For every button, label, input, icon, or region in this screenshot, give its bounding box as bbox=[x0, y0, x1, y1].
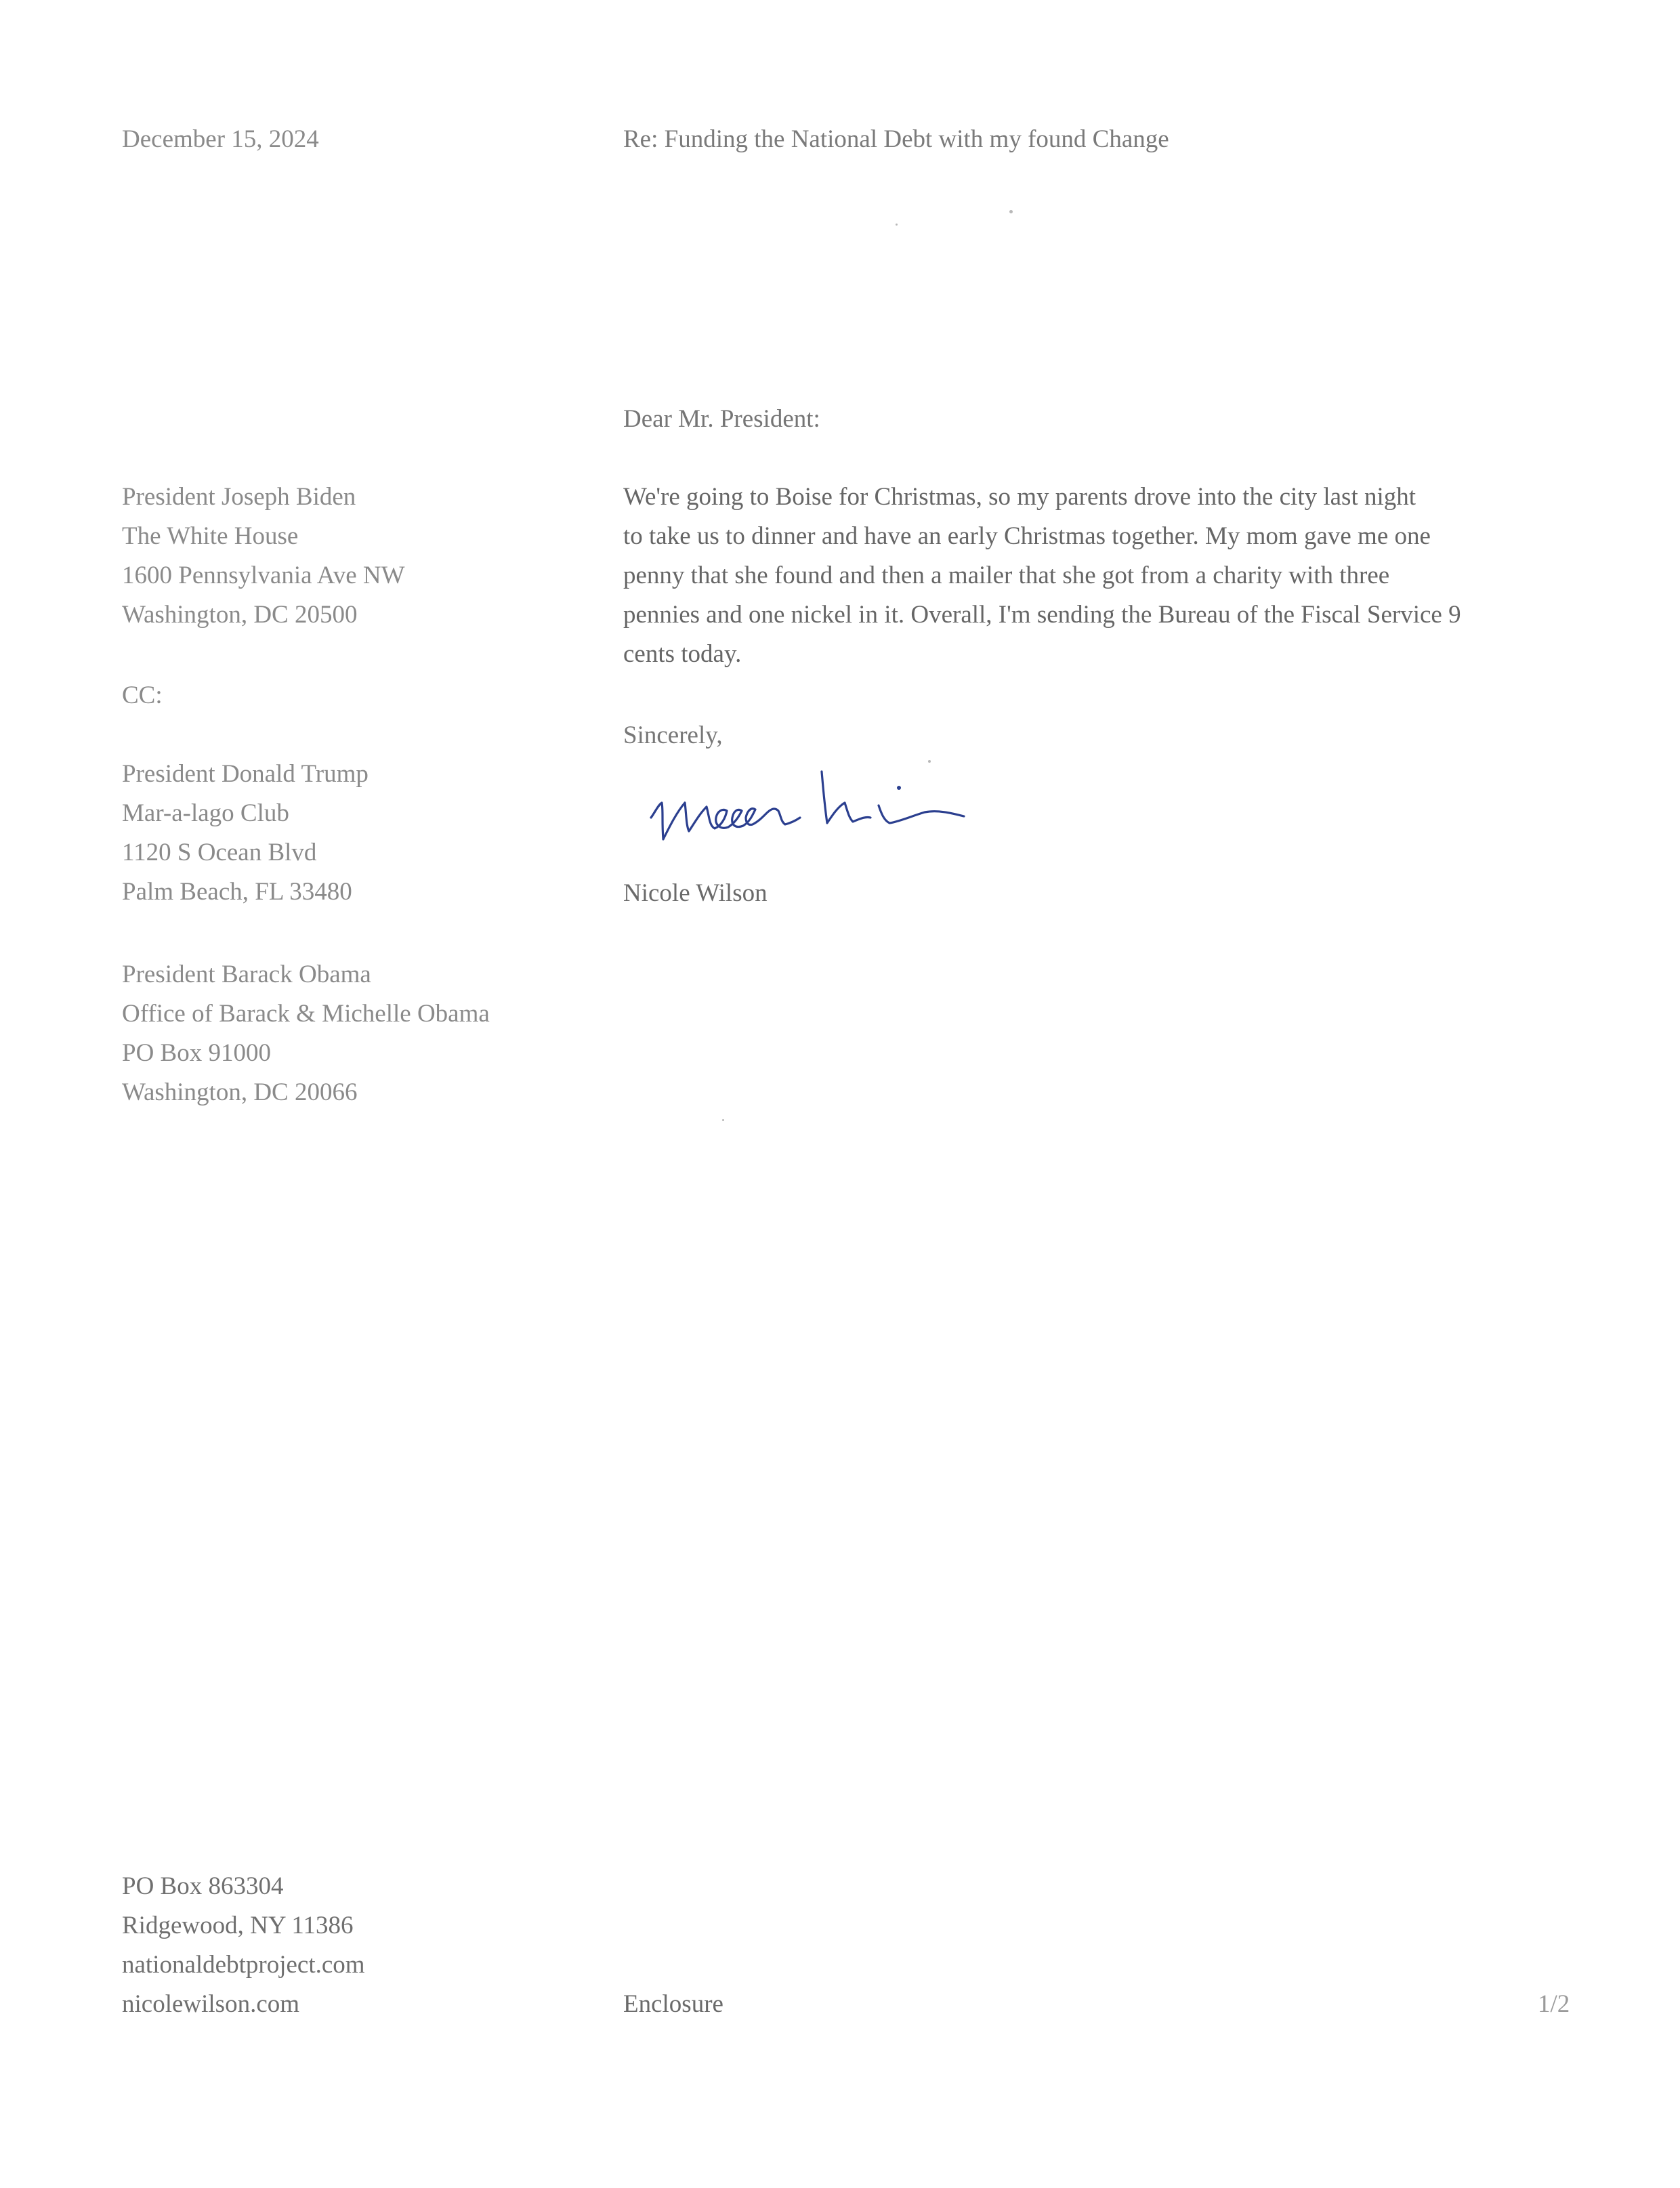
contact-website: nationaldebtproject.com bbox=[122, 1951, 365, 1979]
body-line: pennies and one nickel in it. Overall, I'm sending the Bureau of the Fiscal Service 9 bbox=[623, 601, 1461, 629]
contact-line: Ridgewood, NY 11386 bbox=[122, 1912, 354, 1939]
cc-line: Mar-a-lago Club bbox=[122, 799, 289, 827]
recipient-line: The White House bbox=[122, 522, 299, 550]
recipient-line: 1600 Pennsylvania Ave NW bbox=[122, 562, 405, 589]
contact-website: nicolewilson.com bbox=[122, 1990, 300, 2018]
signature bbox=[647, 755, 972, 857]
recipient-line: Washington, DC 20500 bbox=[122, 601, 358, 629]
sender-contact bbox=[122, 1867, 365, 2024]
subject-line: Re: Funding the National Debt with my found Change bbox=[623, 125, 1169, 153]
recipient-address bbox=[122, 478, 405, 635]
scan-speck bbox=[1009, 210, 1013, 213]
body-line: cents today. bbox=[623, 640, 742, 668]
enclosure-note: Enclosure bbox=[623, 1990, 723, 2018]
body-line: penny that she found and then a mailer that she got from a charity with three bbox=[623, 562, 1390, 589]
salutation: Dear Mr. President: bbox=[623, 405, 820, 433]
contact-line: PO Box 863304 bbox=[122, 1872, 284, 1900]
cc-line: Palm Beach, FL 33480 bbox=[122, 878, 352, 906]
cc-name: President Barack Obama bbox=[122, 961, 371, 988]
closing: Sincerely, bbox=[623, 721, 723, 749]
signer-name: Nicole Wilson bbox=[623, 879, 768, 907]
cc-label: CC: bbox=[122, 681, 163, 709]
cc-line: PO Box 91000 bbox=[122, 1039, 271, 1067]
letter-body bbox=[623, 478, 1585, 674]
cc-name: President Donald Trump bbox=[122, 760, 369, 788]
scan-speck bbox=[928, 760, 931, 763]
cc-line: Washington, DC 20066 bbox=[122, 1078, 358, 1106]
cc-line: Office of Barack & Michelle Obama bbox=[122, 1000, 490, 1028]
body-line: We're going to Boise for Christmas, so my parents drove into the city last night bbox=[623, 483, 1416, 511]
letter-date: December 15, 2024 bbox=[122, 125, 319, 153]
scan-speck bbox=[896, 224, 898, 226]
page-number: 1/2 bbox=[1538, 1990, 1570, 2018]
cc-address-obama bbox=[122, 955, 490, 1112]
cc-line: 1120 S Ocean Blvd bbox=[122, 839, 317, 866]
cc-address-trump bbox=[122, 755, 369, 912]
body-line: to take us to dinner and have an early Christmas together. My mom gave me one bbox=[623, 522, 1431, 550]
scan-speck bbox=[722, 1119, 724, 1121]
recipient-name: President Joseph Biden bbox=[122, 483, 356, 511]
